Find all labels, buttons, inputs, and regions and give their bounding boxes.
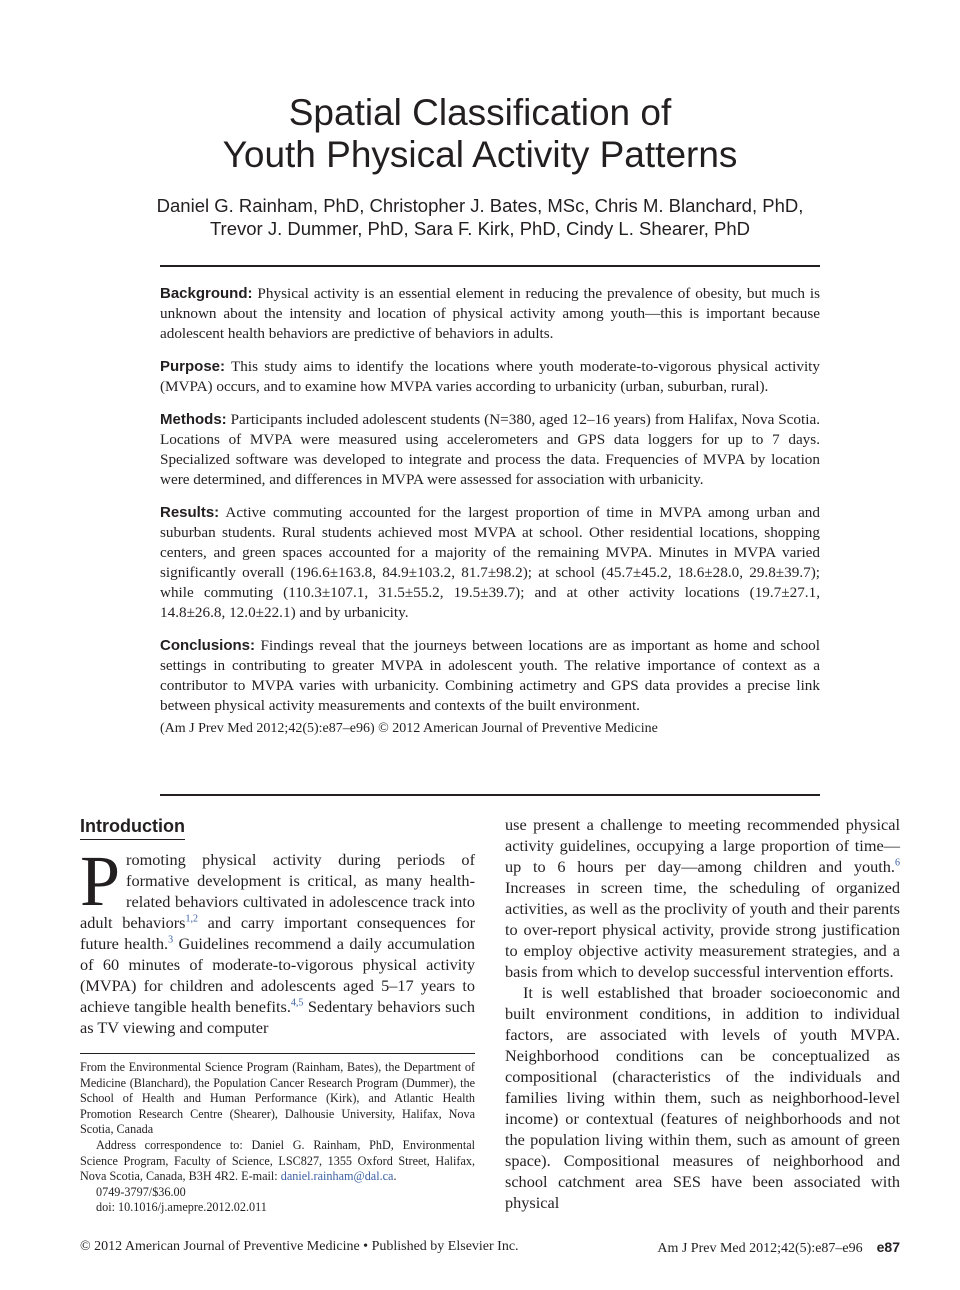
body-paragraph: It is well established that broader socioeconomic and built environment conditions, in addition to individual factors, are associated with levels of youth MVPA. Neighborhood conditions can be conceptualized as compositional (characteristics of the individuals and families living within them, such as neighborhood-level income) or contextual (features of neighborhoods and not the population living within them, such as amount of green space). Compositional measures of neighborhood and school catchment area SES have been associated with physical [505,983,900,1212]
footer-citation: Am J Prev Med 2012;42(5):e87–e96 [657,1241,863,1256]
footnote-rule [80,1053,475,1054]
page-number: e87 [876,1239,900,1255]
intro-text-a: romoting physical activity during periods of formative development is critical, as many health-related behaviors cultivated in adolescence track into adult behaviors [80,850,475,932]
methods-label: Methods: [160,411,227,428]
doi-note: doi: 10.1016/j.amepre.2012.02.011 [96,1200,267,1215]
introduction-paragraph [80,841,476,1038]
abstract-bottom-rule [160,794,820,796]
left-column [80,814,475,1038]
background-text: Physical activity is an essential element in reducing the prevalence of obesity, but much is unknown about the intensity and location of physical activity among youth—this is important because adolescent health behaviors are predictive of behaviors in adults. [160,285,820,342]
abstract-top-rule [160,265,820,267]
authors-line-1: Daniel G. Rainham, PhD, Christopher J. Bates, MSc, Chris M. Blanchard, PhD, [156,195,804,216]
conclusions-label: Conclusions: [160,637,256,654]
footer-copyright: © 2012 American Journal of Preventive Medicine • Published by Elsevier Inc. [80,1239,519,1254]
body-paragraph [505,814,900,982]
author-list [0,194,960,240]
footer-journal-ref [657,1238,900,1258]
abstract [160,284,820,738]
footnotes [80,1060,475,1216]
drop-cap: P [80,841,121,921]
intro-text-b: and carry important consequences for future health. [80,913,476,953]
title-line-1: Spatial Classification of [288,92,672,133]
purpose-label: Purpose: [160,358,226,375]
title-line-2: Youth Physical Activity Patterns [222,134,738,175]
methods-text: Participants included adolescent students (N=380, aged 12–16 years) from Halifax, Nova Scotia. Locations of MVPA were measured using accelerometers and GPS data loggers for up to 7 days. Specialized software was developed to integrate and process the data. Frequencies of MVPA by location were determined, and differences in MVPA were assessed for association with urbanicity. [160,411,820,488]
reference-link[interactable]: 6 [895,857,900,869]
address-end: . [393,1169,397,1184]
introduction-heading: Introduction [80,814,185,840]
col2-text-b: Increases in screen time, the scheduling of organized activities, as well as the proclivity of youth and their parents to over-report physical activity, provide strong justification to employ objective activity measurement strategies, and a basis from which to develop successful intervention efforts. [505,878,900,981]
affiliation-note: From the Environmental Science Program (Rainham, Bates), the Department of Medicine (Blanchard), the Population Cancer Research Program (Dummer), the School of Health and Human Performance (Kirk), and Atlantic Health Promotion Research Centre (Shearer), Dalhousie University, Halifax, Nova Scotia, Canada [80,1060,475,1137]
abstract-background [160,284,820,344]
purpose-text: This study aims to identify the locations where youth moderate-to-vigorous physical activity (MVPA) occurs, and to examine how MVPA varies according to urbanicity (urban, suburban, rural). [160,358,820,395]
abstract-conclusions [160,636,820,716]
abstract-citation: (Am J Prev Med 2012;42(5):e87–e96) © 2012 American Journal of Preventive Medicine [160,721,658,736]
issn-note: 0749-3797/$36.00 [96,1184,186,1199]
article-title [0,92,960,176]
intro-text-c: Guidelines recommend a daily accumulation of 60 minutes of moderate-to-vigorous physical activity (MVPA) for children and adolescents aged 5–17 years to achieve tangible health benefits. [80,934,475,1016]
address-text: Address correspondence to: Daniel G. Rainham, PhD, Environmental Science Program, Faculty of Science, LSC827, 1355 Oxford Street, Halifax, Nova Scotia, Canada, B3H 4R2. E-mail: [80,1137,475,1184]
abstract-methods [160,410,820,490]
background-label: Background: [160,285,253,302]
col2-text-a: use present a challenge to meeting recommended physical activity guidelines, occupying a large proportion of time—up to 6 hours per day—among children and youth. [505,815,900,876]
conclusions-text: Findings reveal that the journeys between locations are as important as home and school settings in contributing to greater MVPA in adolescent youth. The relative importance of context as a contributor to MVPA varies with urbanicity. Combining actimetry and GPS data provides a precise link between physical activity measurements and contexts of the built environment. [160,637,820,714]
abstract-results [160,503,820,623]
reference-link[interactable]: 4,5 [290,997,304,1009]
abstract-purpose [160,357,820,397]
intro-text-d: Sedentary behaviors such as TV viewing and computer [80,997,475,1037]
email-link[interactable]: daniel.rainham@dal.ca [280,1169,394,1184]
results-label: Results: [160,504,220,521]
reference-link[interactable]: 1,2 [185,913,199,925]
authors-line-2: Trevor J. Dummer, PhD, Sara F. Kirk, PhD, Cindy L. Shearer, PhD [209,218,751,239]
reference-link[interactable]: 3 [168,934,174,946]
right-column [505,814,900,1213]
results-text: Active commuting accounted for the largest proportion of time in MVPA among urban and suburban students. Rural students achieved most MVPA at school. Other residential locations, shopping centers, and green spaces accounted for a majority of the remaining MVPA. Minutes in MVPA varied significantly overall (196.6±163.8, 84.9±103.2, 81.7±98.2); at school (45.7±45.2, 18.6±28.0, 29.8±39.7); while commuting (110.3±107.1, 31.5±55.2, 19.5±39.7); and at other activity locations (19.7±27.1, 14.8±26.8, 12.0±22.1) and by urbanicity. [160,504,820,621]
correspondence-note [80,1138,475,1185]
